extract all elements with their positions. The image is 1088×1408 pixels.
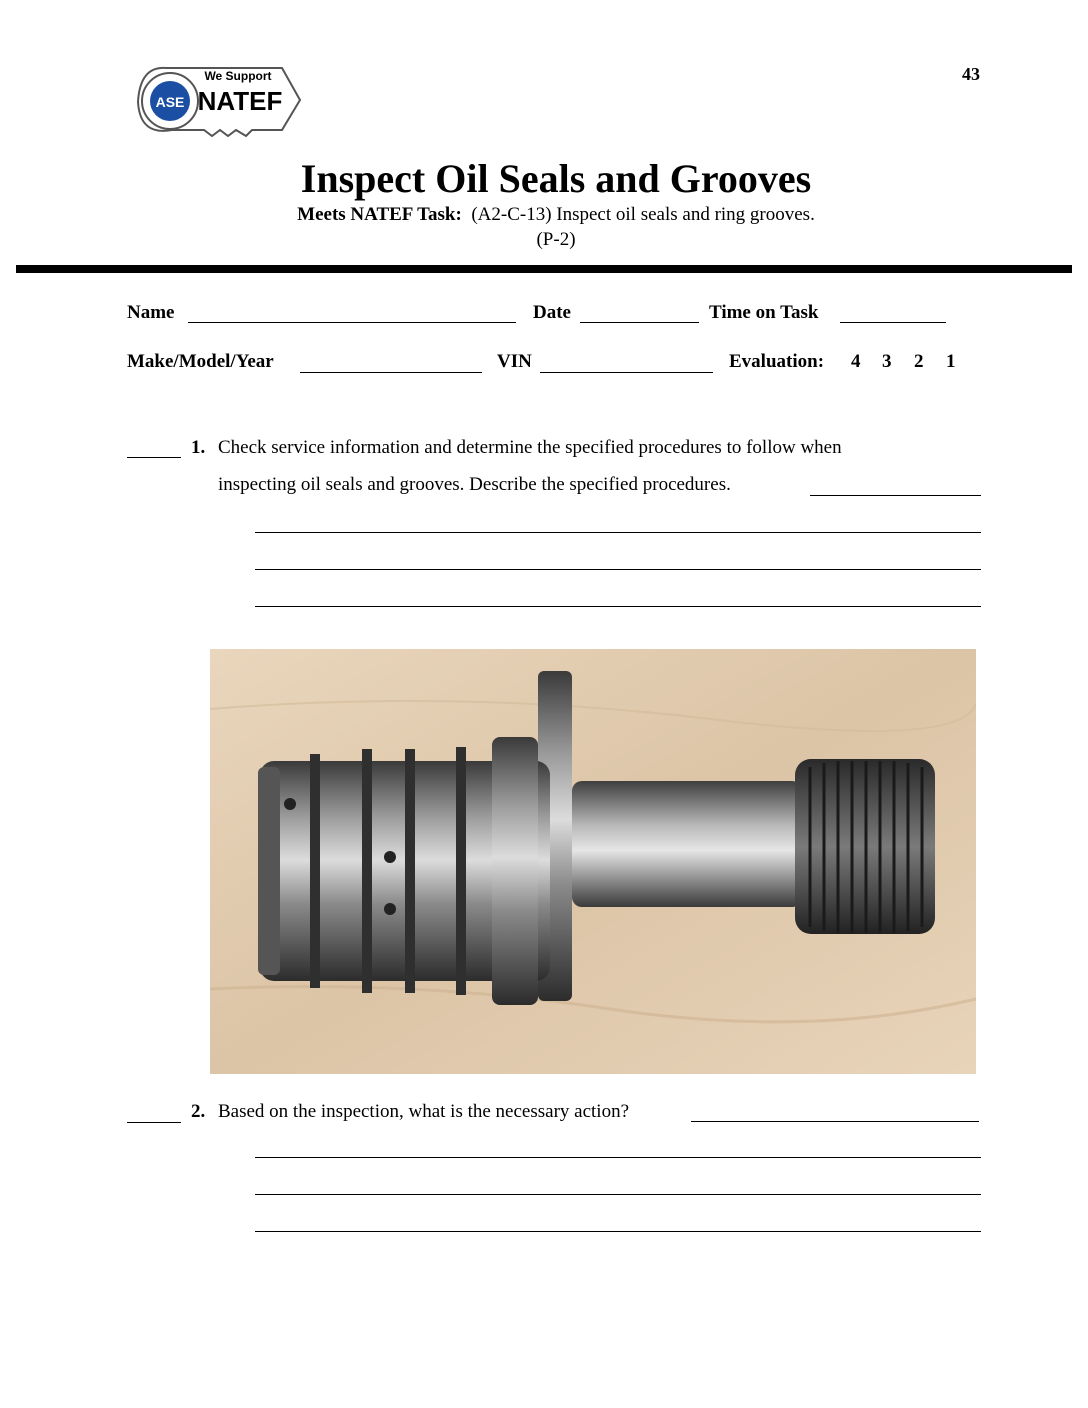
question-1-answer-line[interactable]: [255, 532, 981, 533]
question-2-answer-line[interactable]: [255, 1157, 981, 1158]
ase-badge-text: ASE: [155, 94, 185, 110]
task-subtitle: [0, 204, 1088, 226]
question-2-check-blank[interactable]: [127, 1122, 181, 1123]
evaluation-score-2[interactable]: 2: [914, 351, 924, 372]
natef-logo: [132, 62, 304, 144]
question-1-number: 1.: [191, 437, 206, 458]
evaluation-score-4[interactable]: 4: [851, 351, 861, 372]
question-1-check-blank[interactable]: [127, 457, 181, 458]
time-on-task-label: Time on Task: [709, 302, 819, 323]
question-1-answer-line[interactable]: [810, 495, 981, 496]
time-on-task-field[interactable]: [840, 322, 946, 323]
vin-field[interactable]: [540, 372, 713, 373]
task-text: (A2-C-13) Inspect oil seals and ring grooves.: [471, 204, 815, 225]
header-divider: [16, 265, 1072, 273]
question-2-number: 2.: [191, 1101, 206, 1122]
priority-label: (P-2): [536, 229, 576, 250]
question-1-answer-line[interactable]: [255, 569, 981, 570]
date-field[interactable]: [580, 322, 699, 323]
evaluation-score-3[interactable]: 3: [882, 351, 892, 372]
question-1-text-line1: Check service information and determine the specified procedures to follow when: [218, 437, 842, 458]
logo-brand-text: NATEF: [197, 86, 283, 116]
question-2-answer-line[interactable]: [255, 1231, 981, 1232]
page-number: 43: [962, 64, 980, 84]
question-1-answer-line[interactable]: [255, 606, 981, 607]
name-label: Name: [127, 302, 175, 323]
evaluation-score-1[interactable]: 1: [946, 351, 956, 372]
page-title: Inspect Oil Seals and Grooves: [300, 156, 812, 201]
oil-seal-shaft-photo: [210, 649, 976, 1074]
question-2-text: Based on the inspection, what is the necessary action?: [218, 1101, 630, 1122]
name-field[interactable]: [188, 322, 516, 323]
make-model-year-field[interactable]: [300, 372, 482, 373]
question-1-text-line2: inspecting oil seals and grooves. Describe the specified procedures.: [218, 474, 731, 495]
vin-label: VIN: [497, 351, 532, 372]
question-2-answer-line[interactable]: [255, 1194, 981, 1195]
date-label: Date: [533, 302, 571, 323]
task-label: Meets NATEF Task:: [297, 204, 462, 225]
evaluation-label: Evaluation:: [729, 351, 825, 372]
logo-top-text: We Support: [204, 69, 272, 83]
make-model-year-label: Make/Model/Year: [127, 351, 274, 372]
question-2-answer-line[interactable]: [691, 1121, 979, 1122]
